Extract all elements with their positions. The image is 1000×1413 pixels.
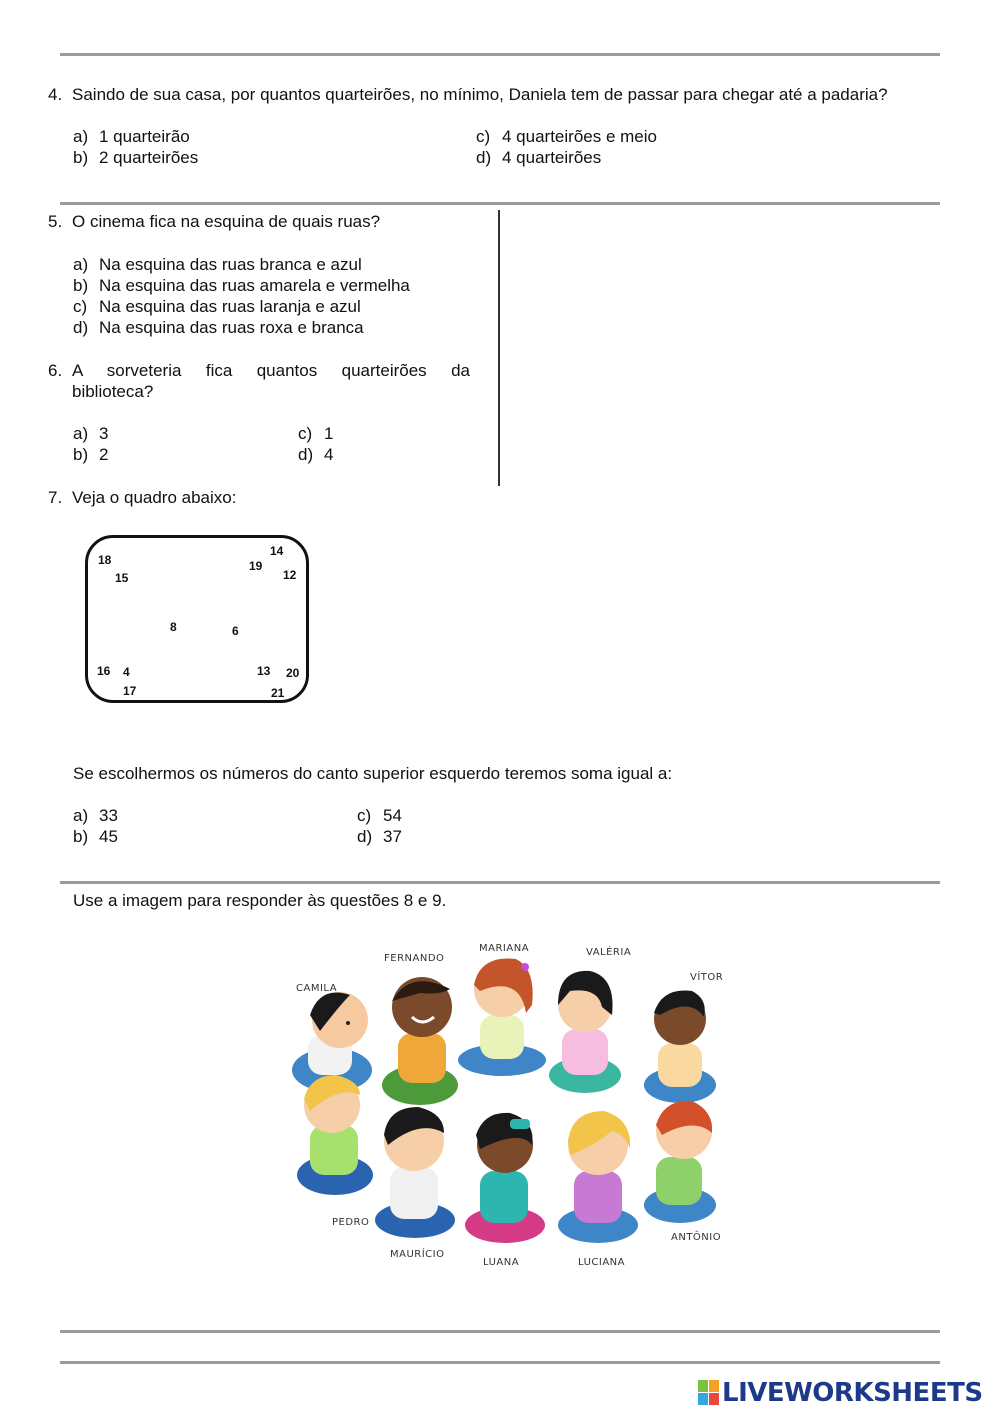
q7-question-text: Se escolhermos os números do canto superior esquerdo teremos soma igual a: [73, 764, 673, 783]
child-name-label: VÍTOR [690, 972, 724, 983]
board-number: 18 [98, 553, 112, 567]
child-luciana [558, 1111, 638, 1243]
q6-option-d[interactable]: d) 4 [298, 445, 334, 464]
child-name-label: FERNANDO [384, 953, 445, 964]
board-number: 19 [249, 559, 263, 573]
child-name-label: LUANA [483, 1257, 520, 1268]
child-antonio [644, 1101, 716, 1223]
bottom-divider [60, 1361, 940, 1364]
child-mariana [458, 959, 546, 1076]
question-text: Veja o quadro abaixo: [72, 488, 237, 507]
question-text: Saindo de sua casa, por quantos quarteirões, no mínimo, Daniela tem de passar para chegar até a padaria? [72, 85, 888, 104]
child-name-label: MARIANA [479, 943, 530, 954]
logo-text: LIVEWORKSHEETS [722, 1378, 983, 1408]
board-number: 8 [170, 620, 177, 634]
board-number: 4 [123, 665, 130, 679]
child-vitor [644, 990, 716, 1103]
child-fernando [382, 977, 458, 1105]
child-valeria [549, 971, 621, 1093]
section-divider [60, 202, 940, 205]
children-circle-illustration [280, 935, 730, 1275]
question-number: 7. [48, 488, 63, 507]
board-number: 21 [271, 686, 285, 700]
question-number: 6. [48, 361, 63, 380]
child-name-label: ANTÔNIO [671, 1232, 722, 1243]
q5-option-d[interactable]: d) Na esquina das ruas roxa e branca [73, 318, 364, 337]
board-number: 12 [283, 568, 297, 582]
board-number: 6 [232, 624, 239, 638]
q4-option-a[interactable]: a) 1 quarteirão [73, 127, 190, 146]
q7-option-c[interactable]: c) 54 [357, 806, 402, 825]
logo-badge-icon [698, 1380, 720, 1406]
board-number: 20 [286, 666, 300, 680]
child-name-label: LUCIANA [578, 1257, 625, 1268]
child-name-label: PEDRO [332, 1217, 370, 1228]
child-pedro [297, 1075, 373, 1195]
board-number: 13 [257, 664, 271, 678]
q4-option-d[interactable]: d) 4 quarteirões [476, 148, 602, 167]
question-6 [48, 360, 470, 402]
child-name-label: CAMILA [296, 983, 338, 994]
child-name-label: MAURÍCIO [390, 1249, 445, 1260]
q4-option-b[interactable]: b) 2 quarteirões [73, 148, 199, 167]
child-luana [465, 1113, 545, 1243]
question-4 [48, 84, 888, 105]
number-board [85, 535, 309, 703]
q5-option-b[interactable]: b) Na esquina das ruas amarela e vermelha [73, 276, 410, 295]
top-divider [60, 53, 940, 56]
board-number: 17 [123, 684, 137, 698]
child-name-label: VALÉRIA [586, 947, 632, 958]
liveworksheets-logo [698, 1378, 983, 1408]
question-5 [48, 211, 380, 232]
q7-option-a[interactable]: a) 33 [73, 806, 118, 825]
q6-option-b[interactable]: b) 2 [73, 445, 109, 464]
q6-option-c[interactable]: c) 1 [298, 424, 334, 443]
board-number: 14 [270, 544, 284, 558]
question-text-cont: biblioteca? [72, 382, 154, 401]
q5-option-c[interactable]: c) Na esquina das ruas laranja e azul [73, 297, 361, 316]
question-text: A sorveteria fica quantos quarteirões da [72, 361, 470, 380]
q5-option-a[interactable]: a) Na esquina das ruas branca e azul [73, 255, 362, 274]
q7-option-d[interactable]: d) 37 [357, 827, 402, 846]
question-7 [48, 487, 236, 508]
image-instruction: Use a imagem para responder às questões 8 e 9. [73, 891, 447, 910]
q7-option-b[interactable]: b) 45 [73, 827, 118, 846]
board-number: 16 [97, 664, 111, 678]
question-number: 4. [48, 85, 63, 104]
board-number: 15 [115, 571, 129, 585]
q4-option-c[interactable]: c) 4 quarteirões e meio [476, 127, 657, 146]
bottom-divider [60, 1330, 940, 1333]
children-illustration-svg [280, 935, 730, 1275]
section-divider [60, 881, 940, 884]
question-number: 5. [48, 212, 63, 231]
question-text: O cinema fica na esquina de quais ruas? [72, 212, 381, 231]
child-mauricio [375, 1107, 455, 1238]
column-divider [498, 210, 500, 486]
q6-option-a[interactable]: a) 3 [73, 424, 109, 443]
